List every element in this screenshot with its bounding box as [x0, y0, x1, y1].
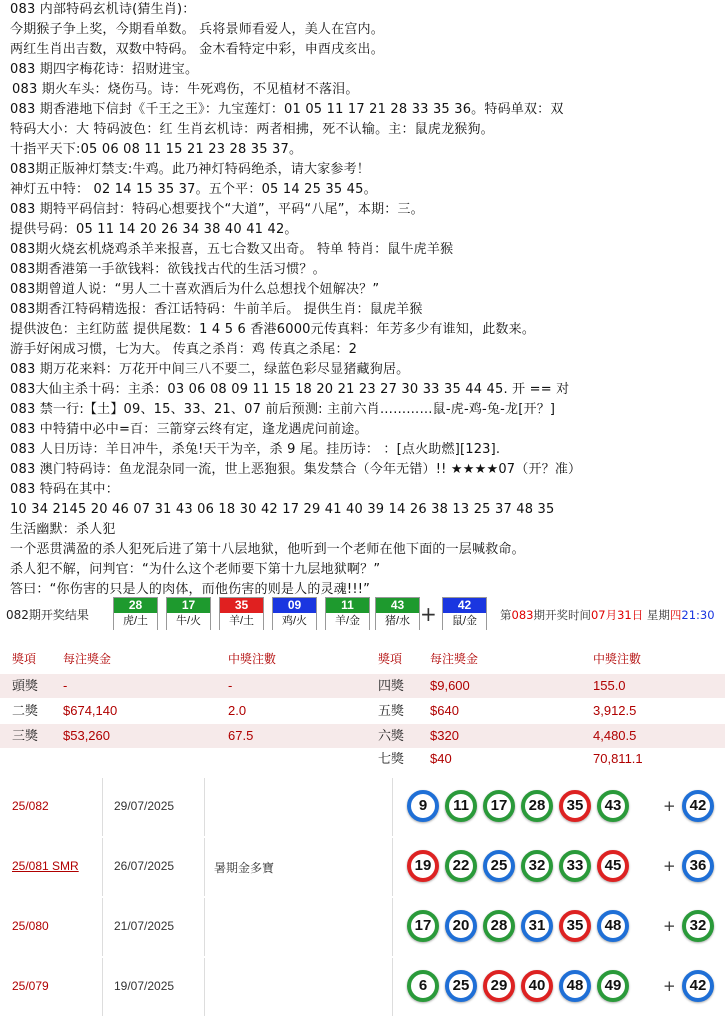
history-ball: 31 — [521, 910, 553, 942]
next-draw-issue: 083 — [511, 608, 534, 622]
history-ball: 6 — [407, 970, 439, 1002]
tip-line: 10 34 2145 20 46 07 31 43 06 18 30 42 17 29 41 40 39 14 26 38 13 25 37 48 35 — [10, 502, 555, 517]
draw-ball-number: 28 — [114, 598, 157, 613]
draw-ball — [375, 597, 420, 630]
prize-cell: 三獎 — [12, 728, 39, 743]
history-special-ball: 32 — [682, 910, 714, 942]
draw-date: 21/07/2025 — [114, 919, 175, 933]
prize-cell: $9,600 — [430, 678, 470, 693]
prize-cell: 67.5 — [228, 728, 254, 743]
tip-line: 083期香港第一手欲钱料：欲钱找古代的生活习惯？。 — [10, 262, 326, 277]
history-ball: 11 — [445, 790, 477, 822]
tip-line: 083大仙主杀十码：主杀：03 06 08 09 11 15 18 20 21 23 27 30 33 35 44 45. 开 == 对 — [10, 382, 570, 397]
plus-icon: + — [663, 977, 676, 995]
next-draw-time: 21:30 — [681, 608, 715, 622]
next-draw-time-label: 期开奖时间 — [533, 608, 591, 622]
history-row — [0, 838, 725, 896]
draw-ball-zodiac: 羊/土 — [220, 613, 263, 630]
prize-cell: $674,140 — [63, 703, 118, 718]
tip-line: 答曰：“你伤害的只是人的肉体，而他伤害的则是人的灵魂!!!” — [10, 582, 371, 597]
tip-line: 今期猴子争上奖，今期看单数。 兵将景师看爱人，美人在宫内。 — [10, 22, 384, 37]
next-draw-prefix: 第 — [500, 608, 512, 622]
prize-cell: - — [228, 678, 233, 693]
column-divider — [102, 898, 103, 956]
history-special-ball: 42 — [682, 970, 714, 1002]
draw-date: 26/07/2025 — [114, 859, 175, 873]
draw-date: 19/07/2025 — [114, 979, 175, 993]
prize-header-cell: 每注獎金 — [430, 652, 479, 666]
tip-line: 特码大小：大 特码波色：红 生肖玄机诗：两者相拂，死不认输。主：鼠虎龙猴狗。 — [10, 122, 494, 137]
prize-row — [0, 749, 725, 769]
column-divider — [392, 958, 393, 1016]
draw-ball-number: 43 — [376, 598, 419, 613]
tip-line: 083期曾道人说：“男人二十喜欢酒后为什么总想找个妞解决？” — [10, 282, 380, 297]
draw-ball-zodiac: 羊/金 — [326, 613, 369, 630]
history-ball: 35 — [559, 790, 591, 822]
draw-ball — [272, 597, 317, 630]
issue-link[interactable]: 25/081 SMR — [12, 859, 79, 873]
history-ball: 22 — [445, 850, 477, 882]
tip-line: 083 内部特码玄机诗(猜生肖)： — [10, 2, 196, 17]
prize-header-cell: 中獎注數 — [593, 652, 642, 666]
prize-cell: 七獎 — [378, 751, 405, 766]
prize-cell: $640 — [430, 703, 459, 718]
prize-cell: 二獎 — [12, 703, 39, 718]
prize-cell: - — [63, 678, 68, 693]
history-ball: 48 — [559, 970, 591, 1002]
tip-line: 生活幽默：杀人犯 — [10, 522, 116, 537]
history-ball: 28 — [521, 790, 553, 822]
tip-line: 一个恶贯满盈的杀人犯死后进了第十八层地狱，他听到一个老师在他下面的一层喊救命。 — [10, 542, 525, 557]
plus-icon: + — [420, 602, 437, 626]
draw-note: 暑期金多寶 — [214, 861, 275, 875]
tip-line: 083期香江特码精选报：香江话特码：牛前羊后。 提供生肖：鼠虎羊猴 — [10, 302, 423, 317]
prize-cell: 4,480.5 — [593, 728, 637, 743]
tip-line: 083期正版神灯禁支:牛鸡。此乃神灯特码绝杀，请大家参考！ — [10, 162, 370, 177]
draw-ball — [219, 597, 264, 630]
draw-ball — [325, 597, 370, 630]
prize-header-cell: 獎項 — [378, 652, 403, 666]
history-ball: 48 — [597, 910, 629, 942]
history-ball: 19 — [407, 850, 439, 882]
prize-table — [0, 645, 725, 770]
prize-row — [0, 674, 725, 698]
column-divider — [204, 958, 205, 1016]
tip-line: 083 中特猜中必中=百：三箭穿云终有定，逢龙遇虎问前途。 — [10, 422, 368, 437]
prize-cell: 頭獎 — [12, 678, 39, 693]
prize-cell: 3,912.5 — [593, 703, 637, 718]
tip-line: 神灯五中特： 02 14 15 35 37。五个平：05 14 25 35 45。 — [10, 182, 377, 197]
history-ball: 45 — [597, 850, 629, 882]
prize-header-cell: 獎項 — [12, 652, 37, 666]
prize-cell: 六獎 — [378, 728, 405, 743]
draw-result-bar — [0, 597, 725, 633]
history-ball: 9 — [407, 790, 439, 822]
next-draw-date: 07月31日 — [590, 608, 644, 622]
tip-line: 083 特码在其中： — [10, 482, 119, 497]
prize-cell: 2.0 — [228, 703, 247, 718]
prize-header-cell: 中獎注數 — [228, 652, 277, 666]
history-row — [0, 958, 725, 1016]
prize-row — [0, 699, 725, 723]
tip-line: 083期火烧玄机烧鸡杀羊来报喜，五七合数又出奇。 特单 特肖：鼠牛虎羊猴 — [10, 242, 454, 257]
prize-cell: $40 — [430, 751, 452, 766]
next-draw-weekday: 四 — [669, 608, 682, 622]
history-ball: 49 — [597, 970, 629, 1002]
prize-row — [0, 724, 725, 748]
prize-cell: $53,260 — [63, 728, 110, 743]
tip-line: 游手好闲成习惯，七为大。 传真之杀肖：鸡 传真之杀尾：2 — [10, 342, 358, 357]
tip-line: 十指平天下:05 06 08 11 15 21 23 28 35 37。 — [10, 142, 303, 157]
special-ball-zodiac: 鼠/金 — [443, 613, 486, 630]
tip-line: 083 期万花来料：万花开中间三八不要二，绿蓝色彩尽显猪藏狗居。 — [10, 362, 410, 377]
history-ball: 35 — [559, 910, 591, 942]
draw-ball-zodiac: 鸡/火 — [273, 613, 316, 630]
plus-icon: + — [663, 857, 676, 875]
draw-ball-zodiac: 牛/火 — [167, 613, 210, 630]
history-row — [0, 778, 725, 836]
history-ball: 17 — [483, 790, 515, 822]
prize-cell: $320 — [430, 728, 459, 743]
history-ball: 32 — [521, 850, 553, 882]
tip-line: 提供波色：主红防蓝 提供尾数：1 4 5 6 香港6000元传真料：年芳多少有谁知，此数来。 — [10, 322, 536, 337]
history-ball: 28 — [483, 910, 515, 942]
tip-line: 083 期香港地下信封《千王之王》：九宝莲灯：01 05 11 17 21 28 33 35 36。特码单双：双 — [10, 102, 564, 117]
history-ball: 25 — [445, 970, 477, 1002]
history-ball: 33 — [559, 850, 591, 882]
history-ball: 20 — [445, 910, 477, 942]
history-special-ball: 42 — [682, 790, 714, 822]
issue-number: 25/079 — [12, 979, 49, 993]
column-divider — [392, 898, 393, 956]
draw-ball — [166, 597, 211, 630]
draw-ball-zodiac: 猪/水 — [376, 613, 419, 630]
plus-icon: + — [663, 797, 676, 815]
tip-line: 杀人犯不解，问判官：“为什么这个老师要下第十九层地狱啊？” — [10, 562, 381, 577]
issue-number: 25/080 — [12, 919, 49, 933]
history-row — [0, 898, 725, 956]
prize-cell: 70,811.1 — [593, 751, 643, 766]
draw-ball-zodiac: 虎/土 — [114, 613, 157, 630]
draw-ball-number: 17 — [167, 598, 210, 613]
next-draw-weekday-label: 星期 — [643, 608, 670, 622]
prize-cell: 155.0 — [593, 678, 626, 693]
tip-line: 083 澳门特码诗：鱼龙混杂同一流，世上恶狍狠。集发禁合（今年无错）!! ★★★★07（开？准） — [10, 462, 582, 477]
draw-ball-number: 09 — [273, 598, 316, 613]
special-ball — [442, 597, 487, 630]
tip-line: 083 禁一行:【土】09、15、33、21、07 前后预测: 主前六肖…………鼠-虎-鸡-兔-龙[开？] — [10, 402, 556, 417]
column-divider — [102, 958, 103, 1016]
history-ball: 40 — [521, 970, 553, 1002]
next-draw-info — [500, 607, 715, 623]
prize-header-cell: 每注獎金 — [63, 652, 112, 666]
prize-cell: 五獎 — [378, 703, 405, 718]
column-divider — [204, 898, 205, 956]
column-divider — [204, 778, 205, 836]
history-ball: 25 — [483, 850, 515, 882]
history-special-ball: 36 — [682, 850, 714, 882]
tip-line: 083 期火车头：烧伤马。诗：牛死鸡伤，不见植材不落泪。 — [12, 82, 359, 97]
issue-number: 25/082 — [12, 799, 49, 813]
draw-ball — [113, 597, 158, 630]
column-divider — [392, 838, 393, 896]
tip-line: 083 期四字梅花诗：招财进宝。 — [10, 62, 199, 77]
plus-icon: + — [663, 917, 676, 935]
history-ball: 43 — [597, 790, 629, 822]
tip-line: 提供号码：05 11 14 20 26 34 38 40 41 42。 — [10, 222, 298, 237]
column-divider — [102, 778, 103, 836]
history-ball: 17 — [407, 910, 439, 942]
column-divider — [102, 838, 103, 896]
draw-history-list — [0, 778, 725, 1015]
draw-ball-number: 11 — [326, 598, 369, 613]
draw-ball-number: 35 — [220, 598, 263, 613]
column-divider — [392, 778, 393, 836]
special-ball-number: 42 — [443, 598, 486, 613]
prize-cell: 四獎 — [378, 678, 405, 693]
history-ball: 29 — [483, 970, 515, 1002]
draw-date: 29/07/2025 — [114, 799, 175, 813]
tip-line: 083 人日历诗：羊日冲牛，杀兔!天干为辛，杀 9 尾。挂历诗： ：[点火助燃][123]. — [10, 442, 501, 457]
tip-line: 083 期特平码信封：特码心想要找个“大道”，平码“八尾”，本期：三。 — [10, 202, 424, 217]
column-divider — [204, 838, 205, 896]
tip-line: 两红生肖出吉数，双数中特码。 金木看特定中彩，申酉戌亥出。 — [10, 42, 384, 57]
draw-result-label: 082期开奖结果 — [6, 608, 89, 622]
prize-table-header — [0, 647, 725, 671]
